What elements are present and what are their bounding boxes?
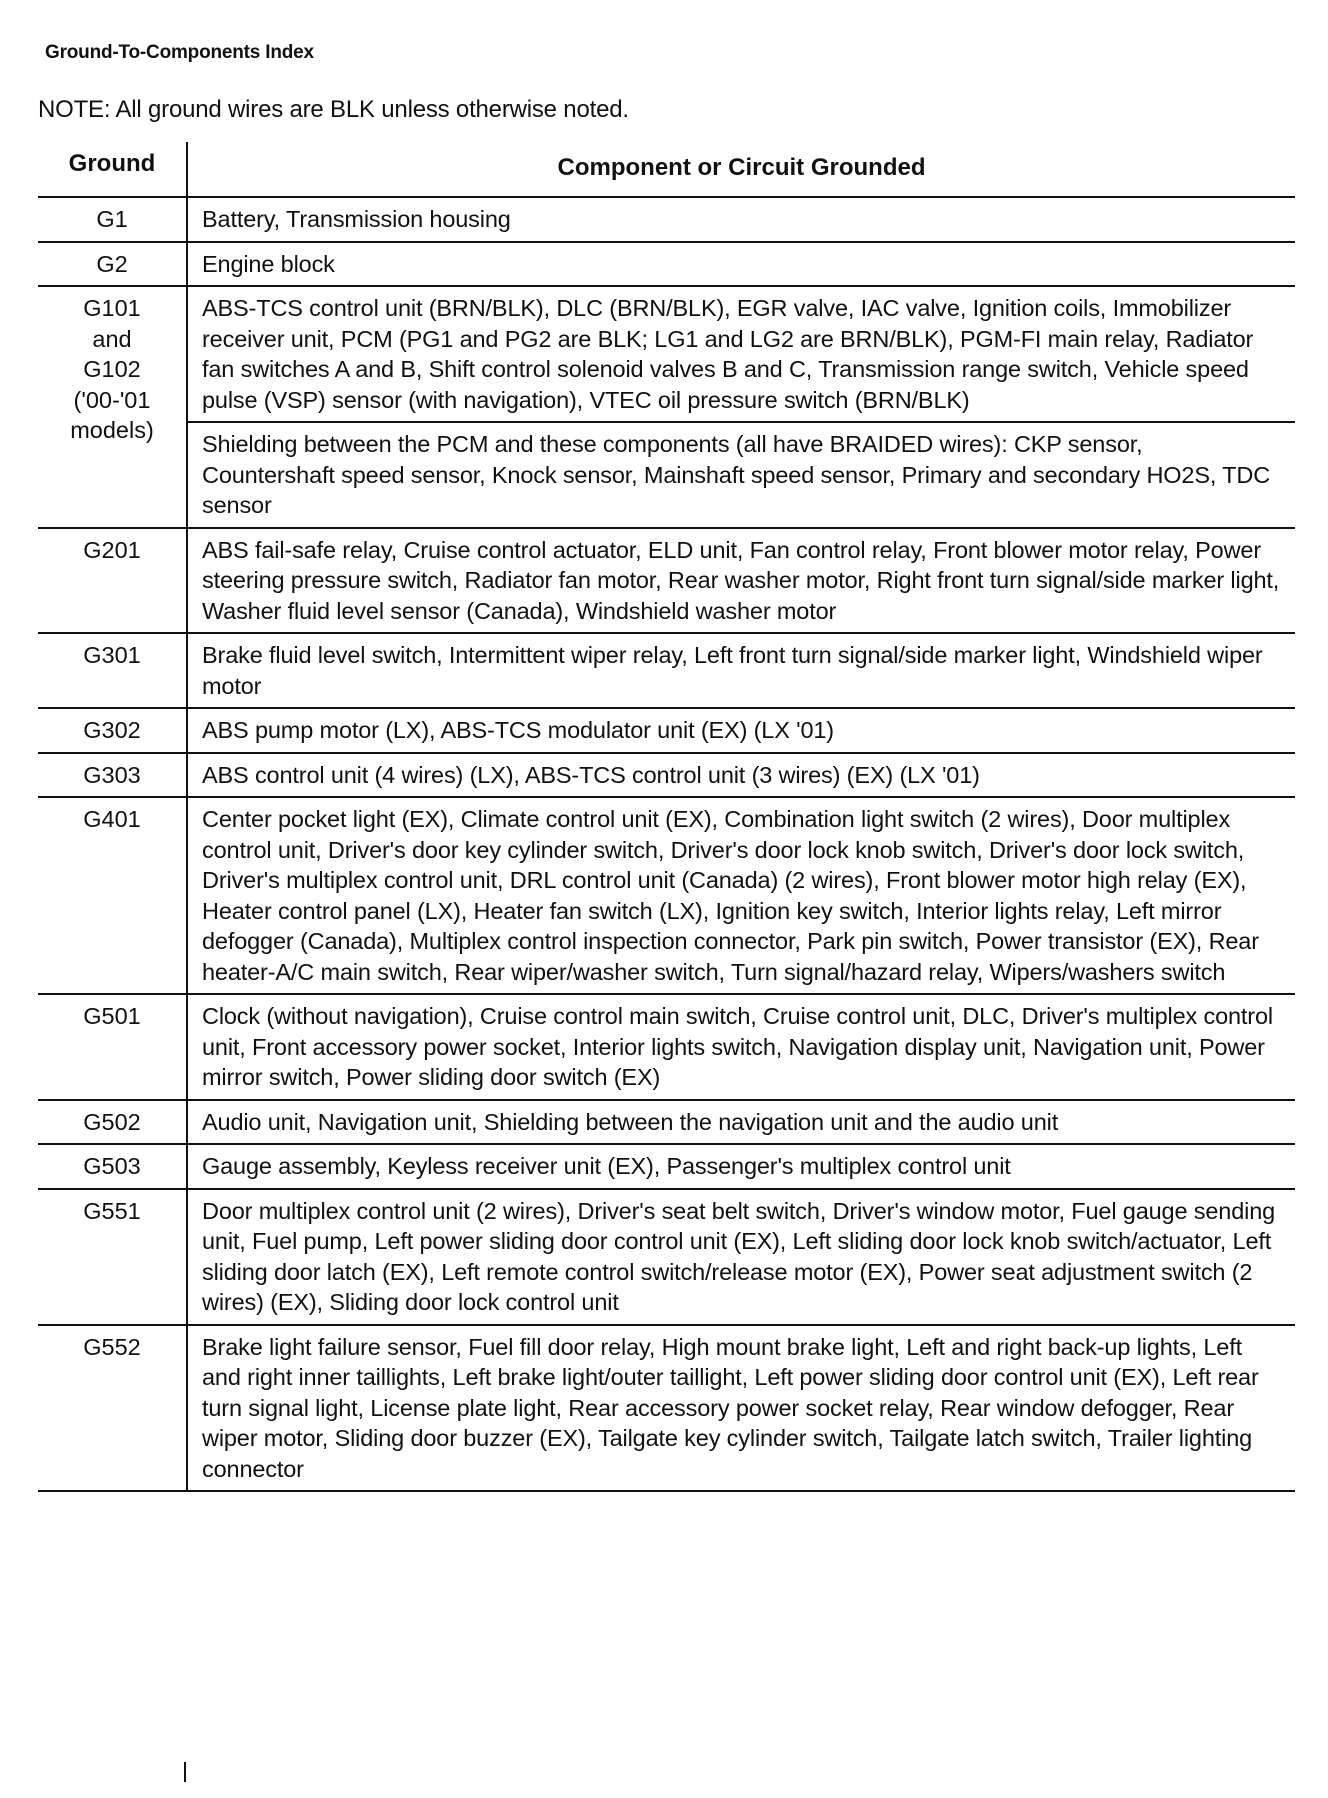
ground-components-table [38, 140, 1295, 1492]
table-row [38, 198, 1295, 243]
ground-id [38, 243, 186, 286]
ground-column-header: Ground [68, 150, 156, 177]
column-divider-tail [184, 1762, 186, 1782]
component-cell [186, 754, 1295, 797]
table-row [38, 1145, 1295, 1190]
component-list: Audio unit, Navigation unit, Shielding between the navigation unit and the audio unit [202, 1108, 1059, 1135]
component-list: Brake light failure sensor, Fuel fill door relay, High mount brake light, Left and right back-up lights, Left and right inner taillights, Left brake light/outer taillight, Left power sliding door control unit (EX), Left rear turn signal light, License plate light, Rear accessory power socket relay, Rear window defogger, Rear wiper motor, Sliding door buzzer (EX), Tailgate key cylinder switch, Tailgate latch switch, Trailer lighting connector [202, 1333, 1259, 1482]
component-cell [186, 1145, 1295, 1188]
ground-id [38, 1326, 186, 1491]
ground-id-line: G501 [83, 1003, 141, 1029]
ground-id-line: ('00-'01 [73, 386, 151, 413]
component-cell [186, 709, 1295, 752]
ground-id-line: G201 [83, 536, 141, 563]
ground-id-line: G303 [83, 761, 141, 788]
component-column-header: Component or Circuit Grounded [186, 142, 1295, 196]
component-list: ABS pump motor (LX), ABS-TCS modulator unit (EX) (LX '01) [202, 717, 834, 743]
table-row [38, 1326, 1295, 1493]
ground-id [38, 709, 186, 752]
ground-id [38, 198, 186, 241]
ground-id [38, 1145, 186, 1188]
table-row [38, 754, 1295, 799]
page-title: Ground-To-Components Index [45, 42, 314, 63]
component-cell [186, 634, 1295, 707]
table-row [38, 1101, 1295, 1146]
ground-id-line: G302 [83, 717, 141, 743]
component-list: ABS-TCS control unit (BRN/BLK), DLC (BRN/BLK), EGR valve, IAC valve, Ignition coils, Immobilizer receiver unit, PCM (PG1 and PG2 are BLK; LG1 and LG2 are BRN/BLK), PGM-FI main relay, Radiator fan switches A and B, Shift control solenoid valves B and C, Transmission range switch, Vehicle speed pulse (VSP) sensor (with navigation), VTEC oil pressure switch (BRN/BLK) [202, 295, 1254, 413]
ground-id [38, 995, 186, 1099]
component-cell [186, 995, 1295, 1099]
ground-id-line: and [92, 325, 132, 352]
ground-id-line: G1 [96, 206, 128, 232]
ground-id-line: G401 [83, 806, 141, 832]
ground-id [38, 1101, 186, 1144]
table-row [38, 995, 1295, 1101]
table-row [38, 634, 1295, 709]
table-row [38, 1190, 1295, 1326]
component-list: Brake fluid level switch, Intermittent wiper relay, Left front turn signal/side marker light, Windshield wiper motor [202, 642, 1263, 699]
component-cell [186, 287, 1295, 527]
ground-id-line: G101 [83, 295, 141, 321]
ground-id [38, 798, 186, 993]
ground-id-line: G551 [83, 1197, 141, 1224]
component-list: Gauge assembly, Keyless receiver unit (EX), Passenger's multiplex control unit [202, 1153, 1011, 1179]
ground-id [38, 754, 186, 797]
component-cell [186, 198, 1295, 241]
ground-id [38, 529, 186, 633]
component-list: ABS fail-safe relay, Cruise control actuator, ELD unit, Fan control relay, Front blower motor relay, Power steering pressure switch, Radiator fan motor, Rear washer motor, Right front turn signal/side marker light, Washer fluid level sensor (Canada), Windshield washer motor [202, 536, 1280, 624]
component-list: ABS control unit (4 wires) (LX), ABS-TCS control unit (3 wires) (EX) (LX '01) [202, 761, 980, 788]
ground-id-line: G502 [83, 1108, 141, 1135]
table-body [38, 198, 1295, 1492]
component-list: Door multiplex control unit (2 wires), Driver's seat belt switch, Driver's window motor, Fuel gauge sending unit, Fuel pump, Left power sliding door control unit (EX), Left sliding door lock knob switch/actuator, Left sliding door latch (EX), Left remote control switch/release motor (EX), Power seat adjustment switch (2 wires) (EX), Sliding door lock control unit [202, 1197, 1276, 1315]
ground-id-line: G552 [83, 1333, 141, 1360]
component-cell [186, 1326, 1295, 1491]
component-cell [186, 243, 1295, 286]
table-row [38, 529, 1295, 635]
component-cell [186, 1190, 1295, 1324]
table-row [38, 243, 1295, 288]
table-header-row [38, 140, 1295, 198]
component-list: Center pocket light (EX), Climate control unit (EX), Combination light switch (2 wires), Door multiplex control unit, Driver's door key cylinder switch, Driver's door lock knob switch, Driver's door lock switch, Driver's multiplex control unit, DRL control unit (Canada) (2 wires), Front blower motor high relay (EX), Heater control panel (LX), Heater fan switch (LX), Ignition key switch, Interior lights relay, Left mirror defogger (Canada), Multiplex control inspection connector, Park pin switch, Power transistor (EX), Rear heater-A/C main switch, Rear wiper/washer switch, Turn signal/hazard relay, Wipers/washers switch [202, 806, 1259, 985]
ground-id-line: G102 [83, 356, 141, 382]
component-list: Shielding between the PCM and these components (all have BRAIDED wires): CKP sensor, Countershaft speed sensor, Knock sensor, Mainshaft speed sensor, Primary and secondary HO2S, TDC sensor [188, 421, 1295, 527]
ground-id-line: G2 [96, 250, 128, 277]
component-cell [186, 529, 1295, 633]
ground-id-line: models) [70, 417, 154, 443]
ground-id [38, 287, 186, 527]
ground-id [38, 634, 186, 707]
ground-wire-note: NOTE: All ground wires are BLK unless otherwise noted. [38, 96, 629, 123]
ground-id [38, 1190, 186, 1324]
table-row [38, 798, 1295, 995]
component-list: Clock (without navigation), Cruise control main switch, Cruise control unit, DLC, Driver's multiplex control unit, Front accessory power socket, Interior lights switch, Navigation display unit, Navigation unit, Power mirror switch, Power sliding door switch (EX) [202, 1003, 1273, 1090]
table-row [38, 709, 1295, 754]
component-cell [186, 798, 1295, 993]
component-list: Engine block [202, 250, 335, 277]
ground-id-line: G301 [83, 642, 141, 668]
component-list: Battery, Transmission housing [202, 206, 511, 232]
table-row [38, 287, 1295, 529]
ground-id-line: G503 [83, 1153, 141, 1179]
component-cell [186, 1101, 1295, 1144]
